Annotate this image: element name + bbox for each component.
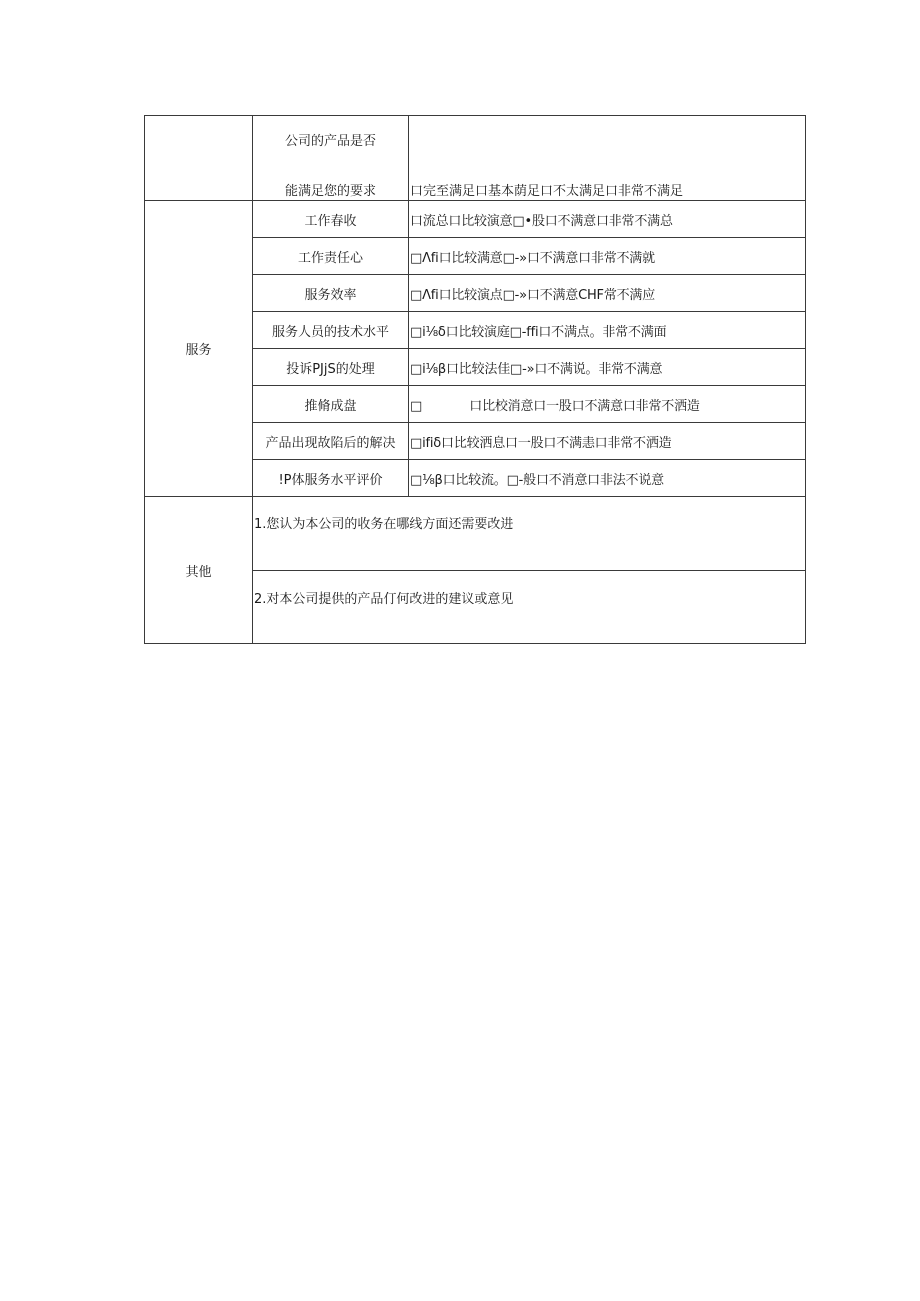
service-item-options: 口流总口比较演意□•股口不满意口非常不满总 [409, 201, 806, 238]
service-item-label: 产品出现故陷后的解决 [253, 423, 409, 460]
service-item-label: 推脩成盘 [253, 386, 409, 423]
service-item-options: □Λfi口比较满意□-»口不满意口非常不满就 [409, 238, 806, 275]
product-question-line2: 能满足您的要求 [284, 184, 376, 199]
product-question-cell [253, 116, 409, 201]
suggestion-question: 2.对本公司提供的产品仃何改进的建议或意见 [254, 592, 514, 607]
service-item-label: 工作责任心 [253, 238, 409, 275]
product-question-line1: 公司的产品是否 [284, 134, 376, 149]
other-category-label: 其他 [185, 564, 212, 580]
service-item-options: □ifiδ口比较洒息口一股口不满恚口非常不洒造 [409, 423, 806, 460]
service-category-label: 服务 [185, 343, 212, 358]
service-item-options: □⅛β口比较流。□-般口不消意口非法不说意 [409, 460, 806, 497]
service-item-options: □Λfi口比较演点□-»口不满意CHF常不满应 [409, 275, 806, 312]
product-options-cell [409, 116, 806, 201]
empty-category-cell [145, 116, 253, 201]
service-item-label: 投诉PJjS的处理 [253, 349, 409, 386]
other-category-cell [145, 497, 253, 644]
improvement-question-cell [253, 497, 806, 571]
product-options: 口完至满足口基本荫足口不太满足口非常不满足 [410, 184, 684, 199]
service-category-cell [145, 201, 253, 497]
service-item-label: 工作春收 [253, 201, 409, 238]
suggestion-question-cell [253, 571, 806, 644]
table-row [145, 201, 806, 238]
service-item-options: □ 口比校消意口一股口不满意口非常不洒造 [409, 386, 806, 423]
service-item-options: □i⅛β口比较法佳□-»口不满说。非常不满意 [409, 349, 806, 386]
improvement-question: 1.您认为本公司的收务在哪线方面还需要改进 [254, 517, 514, 532]
other-question-row [145, 497, 806, 571]
service-item-options: □i⅛δ口比较演庭□-ffi口不满点。非常不满面 [409, 312, 806, 349]
product-satisfaction-row [145, 116, 806, 201]
customer-survey-table [144, 115, 806, 644]
service-item-label: 服务效率 [253, 275, 409, 312]
service-item-label: 服务人员的技术水平 [253, 312, 409, 349]
service-item-label: !P体服务水平评价 [253, 460, 409, 497]
